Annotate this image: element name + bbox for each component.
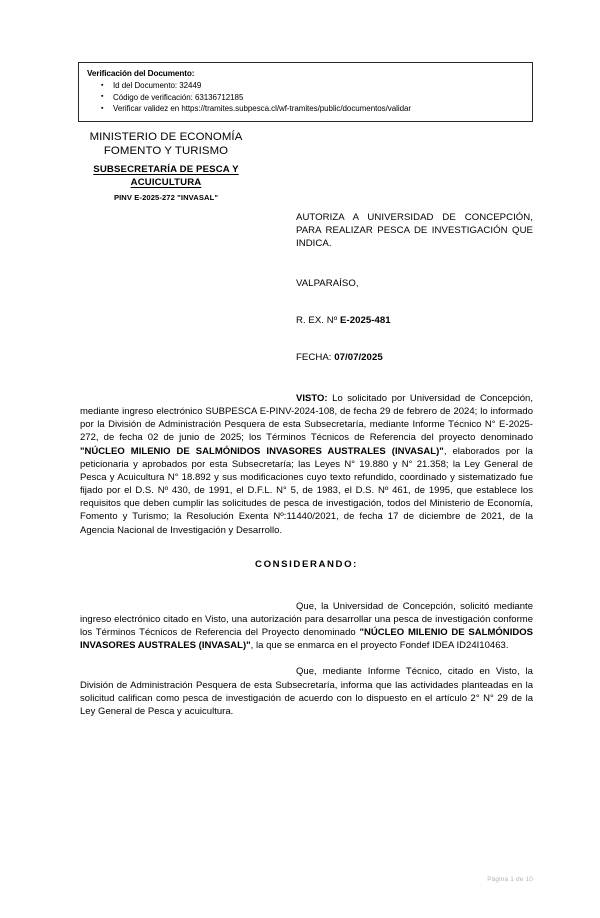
verification-title: Verificación del Documento: bbox=[87, 69, 195, 78]
visto-paragraph bbox=[80, 392, 533, 537]
visto-heading: VISTO: bbox=[296, 393, 328, 404]
ministry-line-1: MINISTERIO DE ECONOMÍA bbox=[89, 131, 243, 143]
resolution-number-value: E-2025-481 bbox=[340, 315, 391, 326]
resolution-date-label: FECHA: bbox=[296, 352, 332, 363]
subsecretaria-name bbox=[44, 164, 288, 189]
resolution-date-value: 07/07/2025 bbox=[334, 352, 383, 363]
verification-list bbox=[87, 80, 526, 115]
institution-header bbox=[44, 130, 288, 203]
visto-text-part1: Lo solicitado por Universidad de Concepción, mediante ingreso electrónico SUBPESCA E-PINV-2024-108, de fecha 29 de febrero de 2024; lo informado por la División de Administración Pesquera de esta Subsecretaría, mediante Informe Técnico N° E-2025-272, de fecha 02 de junio de 2025; los Términos Técnicos de Referencia del proyecto denominado bbox=[80, 393, 533, 444]
visto-project-name: "NÚCLEO MILENIO DE SALMÓNIDOS INVASORES AUSTRALES (INVASAL)" bbox=[80, 445, 444, 457]
verification-item-document-id: ▪ Id del Documento: 32449 bbox=[87, 80, 526, 92]
subsecretaria-line-2: ACUICULTURA bbox=[130, 176, 202, 188]
resolution-date bbox=[296, 351, 383, 364]
resolution-subject: AUTORIZA A UNIVERSIDAD DE CONCEPCIÓN, PARA REALIZAR PESCA DE INVESTIGACIÓN QUE INDICA. bbox=[296, 212, 533, 250]
considerando-p1-project: "NÚCLEO MILENIO DE SALMÓNIDOS INVASORES AUSTRALES (INVASAL)" bbox=[80, 627, 533, 652]
resolution-number-label: R. EX. Nº bbox=[296, 315, 338, 326]
considerando-paragraph-2: Que, mediante Informe Técnico, citado en Visto, la División de Administración Pesquera de esta Subsecretaría, informa que las actividades planteadas en la solicitud califican como pesca de investigación de acuerdo con lo dispuesto en el artículo 2° N° 29 de la Ley General de Pesca y acuicultura. bbox=[80, 666, 533, 717]
spacer-considerando bbox=[80, 571, 533, 600]
considerando-paragraph-1 bbox=[80, 600, 533, 653]
spacer-paragraph bbox=[80, 652, 533, 665]
document-body bbox=[80, 392, 533, 718]
considerando-p1-part1: Que, la Universidad de Concepción, solicitó mediante ingreso electrónico citado en Visto, una autorización para desarrollar una pesca de investigación conforme los Términos Técnicos de Referencia del Proyecto denominado bbox=[80, 600, 533, 639]
verification-item-url: ▪ Verificar validez en https://tramites.subpesca.cl/wf-tramites/public/documentos/validar bbox=[87, 103, 526, 115]
considerando-p1-part2: , la que se enmarca en el proyecto Fondef IDEA ID24I10463. bbox=[250, 640, 509, 652]
considerando-heading: CONSIDERANDO: bbox=[255, 558, 358, 570]
verification-item-code: ▪ Código de verificación: 63136712185 bbox=[87, 92, 526, 104]
subsecretaria-line-1: SUBSECRETARÍA DE PESCA Y bbox=[93, 164, 239, 175]
resolution-number bbox=[296, 314, 391, 327]
project-code: PINV E-2025-272 "INVASAL" bbox=[113, 193, 219, 202]
document-verification-box bbox=[78, 62, 533, 122]
visto-text-part2: , elaborados por la peticionaria y aprobados por esta Subsecretaría; las Leyes N° 19.880 y N° 21.358; la Ley General de Pesca y Acuicultura N° 18.892 y sus modificaciones cuyo texto refundido, coordinado y sistematizado fue fijado por el D.S. Nº 430, de 1991, el D.F.L. N° 5, de 1983, el D.S. Nº 461, de 1995, que establece los requisitos que deben cumplir las solicitudes de pesca de investigación, todos del Ministerio de Economía, Fomento y Turismo; la Resolución Exenta Nº:11440/2021, de fecha 17 de diciembre de 2021, de la Agencia Nacional de Investigación y Desarrollo. bbox=[80, 445, 533, 536]
resolution-place: VALPARAÍSO, bbox=[296, 278, 359, 289]
ministry-line-2: FOMENTO Y TURISMO bbox=[103, 145, 229, 157]
page-footer: Página 1 de 10 bbox=[487, 876, 533, 883]
